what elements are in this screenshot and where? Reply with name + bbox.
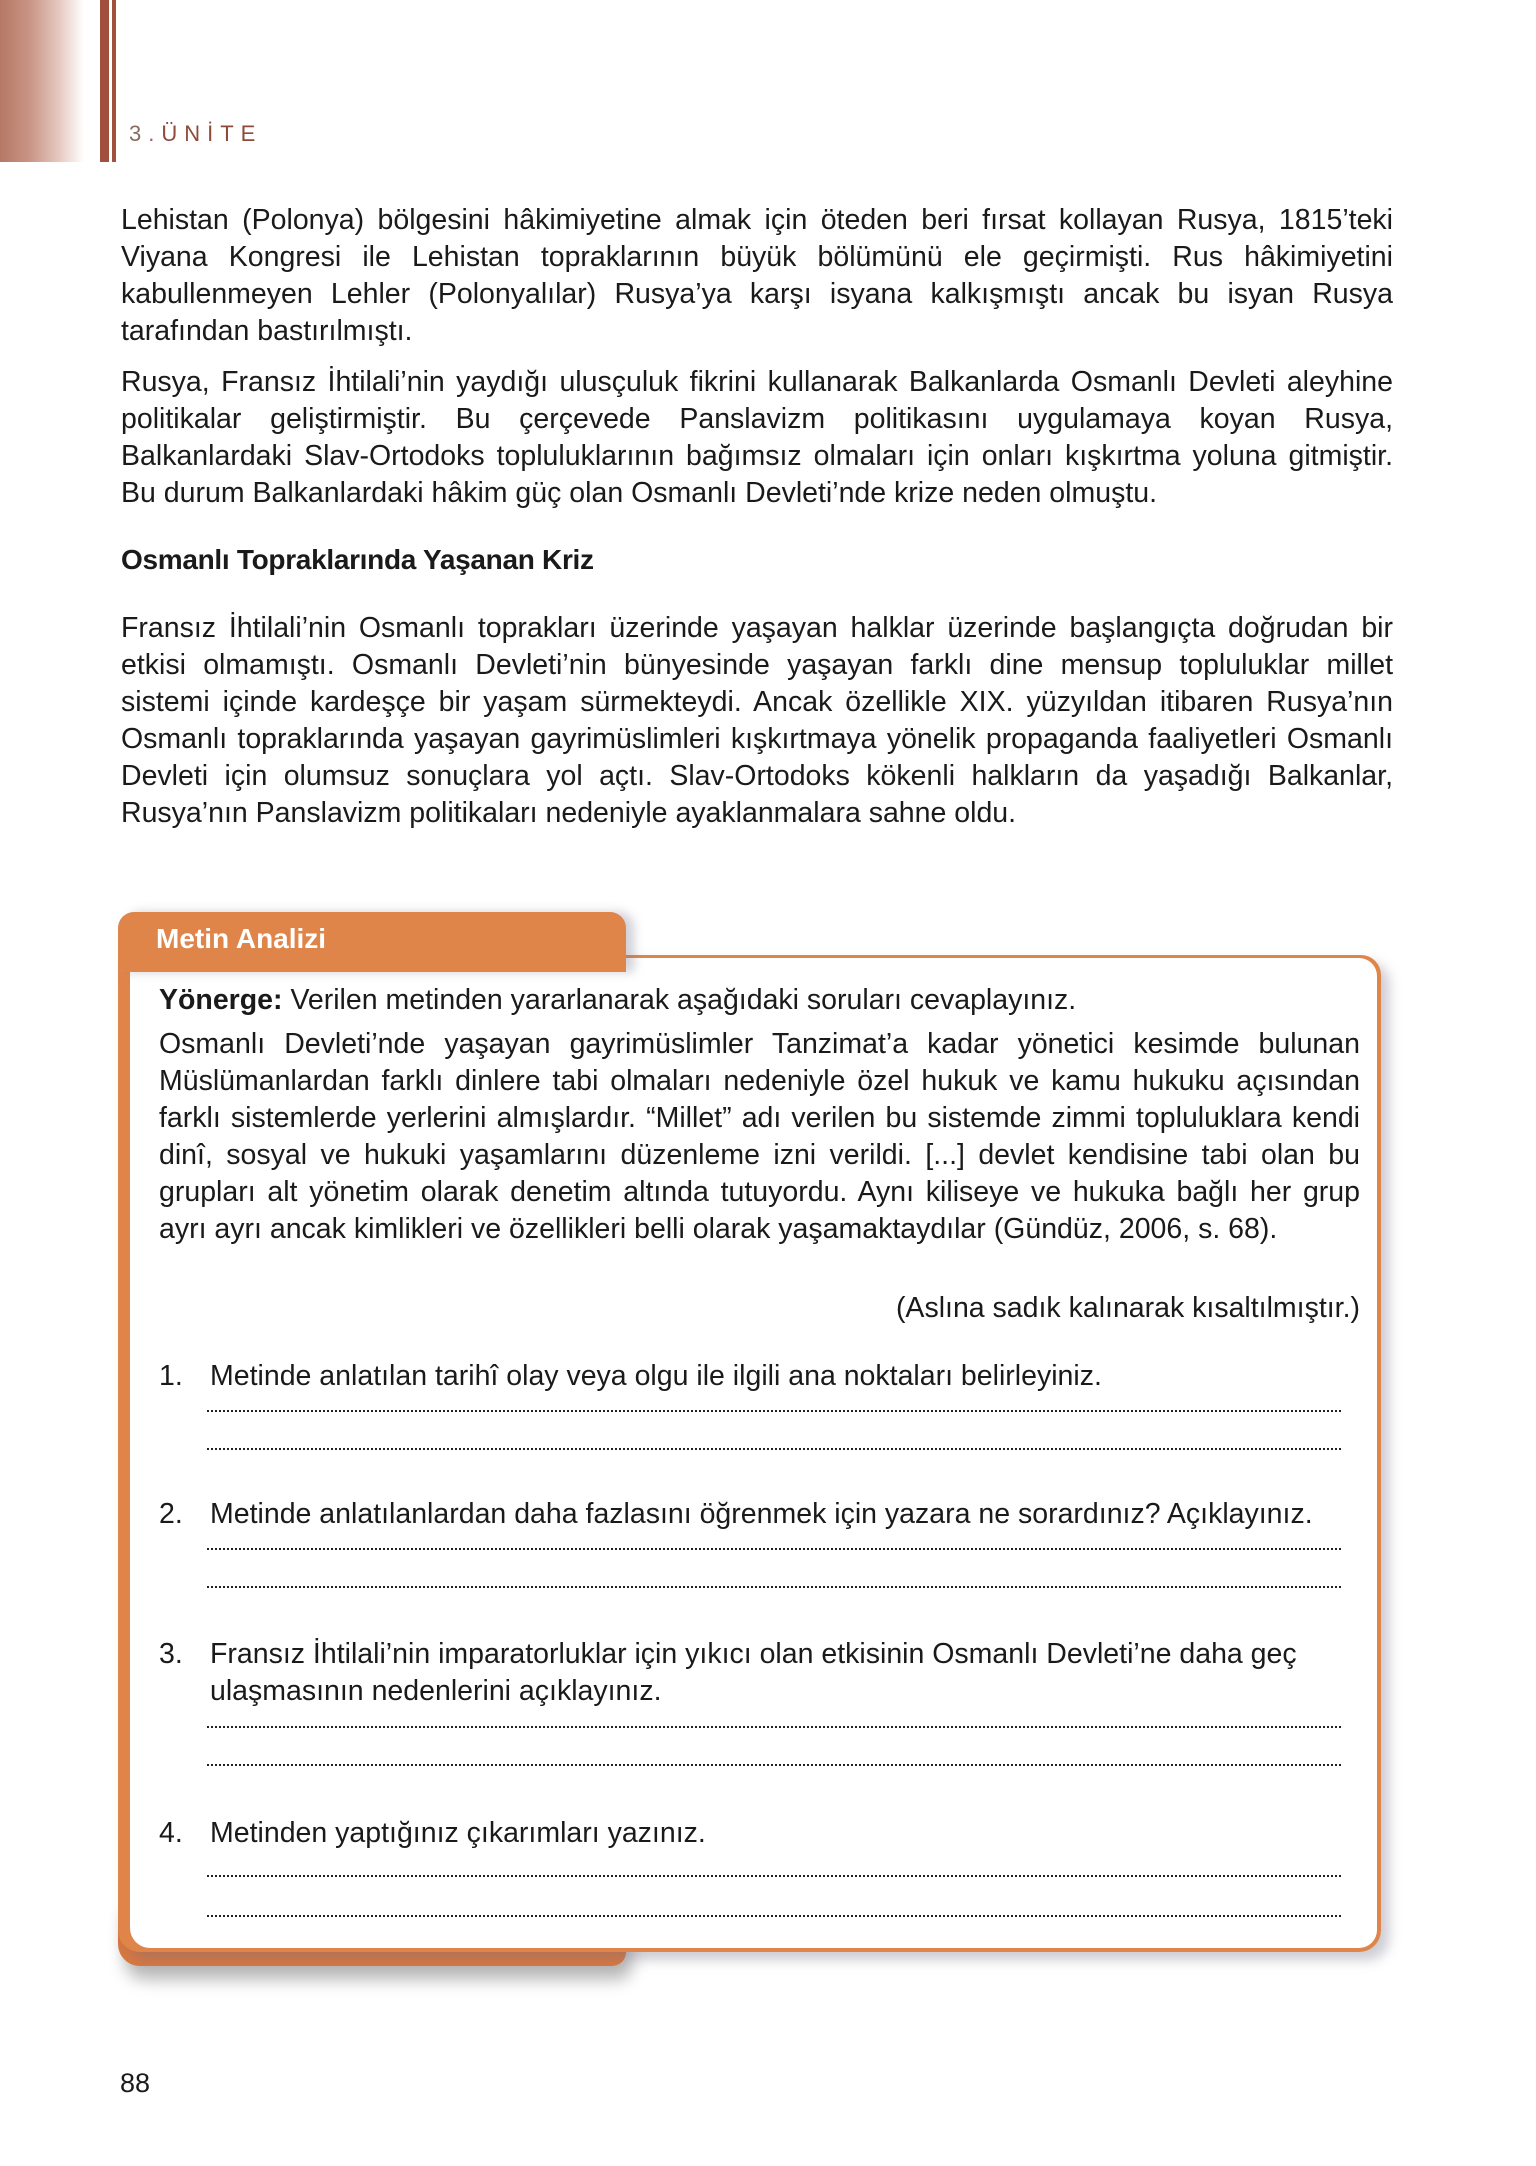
question-text: Metinde anlatılanlardan daha fazlasını öğrenmek için yazara ne sorardınız? Açıklayınız. [210, 1498, 1313, 1530]
question-number: 4. [159, 1817, 183, 1849]
unit-title: ÜNİTE [161, 121, 263, 146]
passage-attribution: (Aslına sadık kalınarak kısaltılmıştır.) [895, 1292, 1360, 1324]
question-text: Metinde anlatılan tarihî olay veya olgu ile ilgili ana noktaları belirleyiniz. [210, 1360, 1102, 1392]
intro-paragraph-1: Lehistan (Polonya) bölgesini hâkimiyetine almak için öteden beri fırsat kollayan Rusya, 1815’teki Viyana Kongresi ile Lehistan topraklarının büyük bölümünü ele geçirmişti. Rus hâkimiyetini kabullenmeyen Lehler (Polonyalılar) Rusya’ya karşı isyana kalkışmıştı ancak bu isyan Rusya tarafından bastırılmıştı. [121, 204, 1393, 347]
header-bar-thick [100, 0, 109, 162]
instruction-label: Yönerge: [159, 984, 283, 1016]
header-gradient-band [0, 0, 84, 162]
question-text: Metinden yaptığınız çıkarımları yazınız. [210, 1817, 706, 1849]
question-number: 3. [159, 1638, 183, 1670]
analysis-box-tab [118, 912, 626, 972]
section-heading: Osmanlı Topraklarında Yaşanan Kriz [121, 544, 594, 575]
instruction [159, 982, 1360, 1019]
instruction-text: Verilen metinden yararlanarak aşağıdaki soruları cevaplayınız. [282, 984, 1077, 1016]
answer-line-q4-2[interactable] [207, 1915, 1341, 1917]
question-number: 1. [159, 1360, 183, 1392]
unit-label [129, 121, 262, 147]
section-paragraph: Fransız İhtilali’nin Osmanlı toprakları üzerinde yaşayan halklar üzerinde başlangıçta doğrudan bir etkisi olmamıştı. Osmanlı Devleti’nin bünyesinde yaşayan farklı dine mensup topluluklar millet sistemi içinde kardeşçe bir yaşam sürmekteydi. Ancak özellikle XIX. yüzyıldan itibaren Rusya’nın Osmanlı topraklarında yaşayan gayrimüslimleri kışkırtmaya yönelik propaganda faaliyetleri Osmanlı Devleti için olumsuz sonuçlara yol açtı. Slav-Ortodoks kökenli halkların da yaşadığı Balkanlar, Rusya’nın Panslavizm politikaları nedeniyle ayaklanmalara sahne oldu. [121, 612, 1393, 829]
intro-paragraph-2: Rusya, Fransız İhtilali’nin yaydığı ulusçuluk fikrini kullanarak Balkanlarda Osmanlı Devleti aleyhine politikalar geliştirmiştir. Bu çerçevede Panslavizm politikasını uygulamaya koyan Rusya, Balkanlardaki Slav-Ortodoks topluluklarının bağımsız olmaları için onları kışkırtma yoluna gitmiştir. Bu durum Balkanlardaki hâkim güç olan Osmanlı Devleti’nde krize neden olmuştu. [121, 366, 1393, 509]
question-text: Fransız İhtilali’nin imparatorluklar için yıkıcı olan etkisinin Osmanlı Devleti’ne daha geç ulaşmasının nedenlerini açıklayınız. [210, 1638, 1297, 1707]
answer-line-q1-2[interactable] [207, 1448, 1341, 1450]
analysis-box-title: Metin Analizi [156, 923, 327, 954]
answer-line-q3-1[interactable] [207, 1726, 1341, 1728]
answer-line-q4-1[interactable] [207, 1875, 1341, 1877]
answer-line-q2-1[interactable] [207, 1548, 1341, 1550]
answer-line-q2-2[interactable] [207, 1586, 1341, 1588]
unit-number: 3. [129, 121, 162, 146]
source-passage: Osmanlı Devleti’nde yaşayan gayrimüslimler Tanzimat’a kadar yönetici kesimde bulunan Müslümanlardan farklı dinlere tabi olmaları nedeniyle özel hukuk ve kamu hukuku açısından farklı sistemlerde yerlerini almışlardır. “Millet” adı verilen bu sistemde zimmi topluluklara kendi dinî, sosyal ve hukuki yaşamlarını düzenleme izni verildi. [...] devlet kendisine tabi olan bu grupları alt yönetim olarak denetim altında tutuyordu. Aynı kiliseye ve hukuka bağlı her grup ayrı ayrı ancak kimlikleri ve özellikleri belli olarak yaşamaktaydılar (Gündüz, 2006, s. 68). [159, 1028, 1360, 1245]
header-bar-thin [112, 0, 116, 162]
page-number: 88 [120, 2068, 151, 2098]
question-number: 2. [159, 1498, 183, 1530]
answer-line-q3-2[interactable] [207, 1764, 1341, 1766]
answer-line-q1-1[interactable] [207, 1410, 1341, 1412]
